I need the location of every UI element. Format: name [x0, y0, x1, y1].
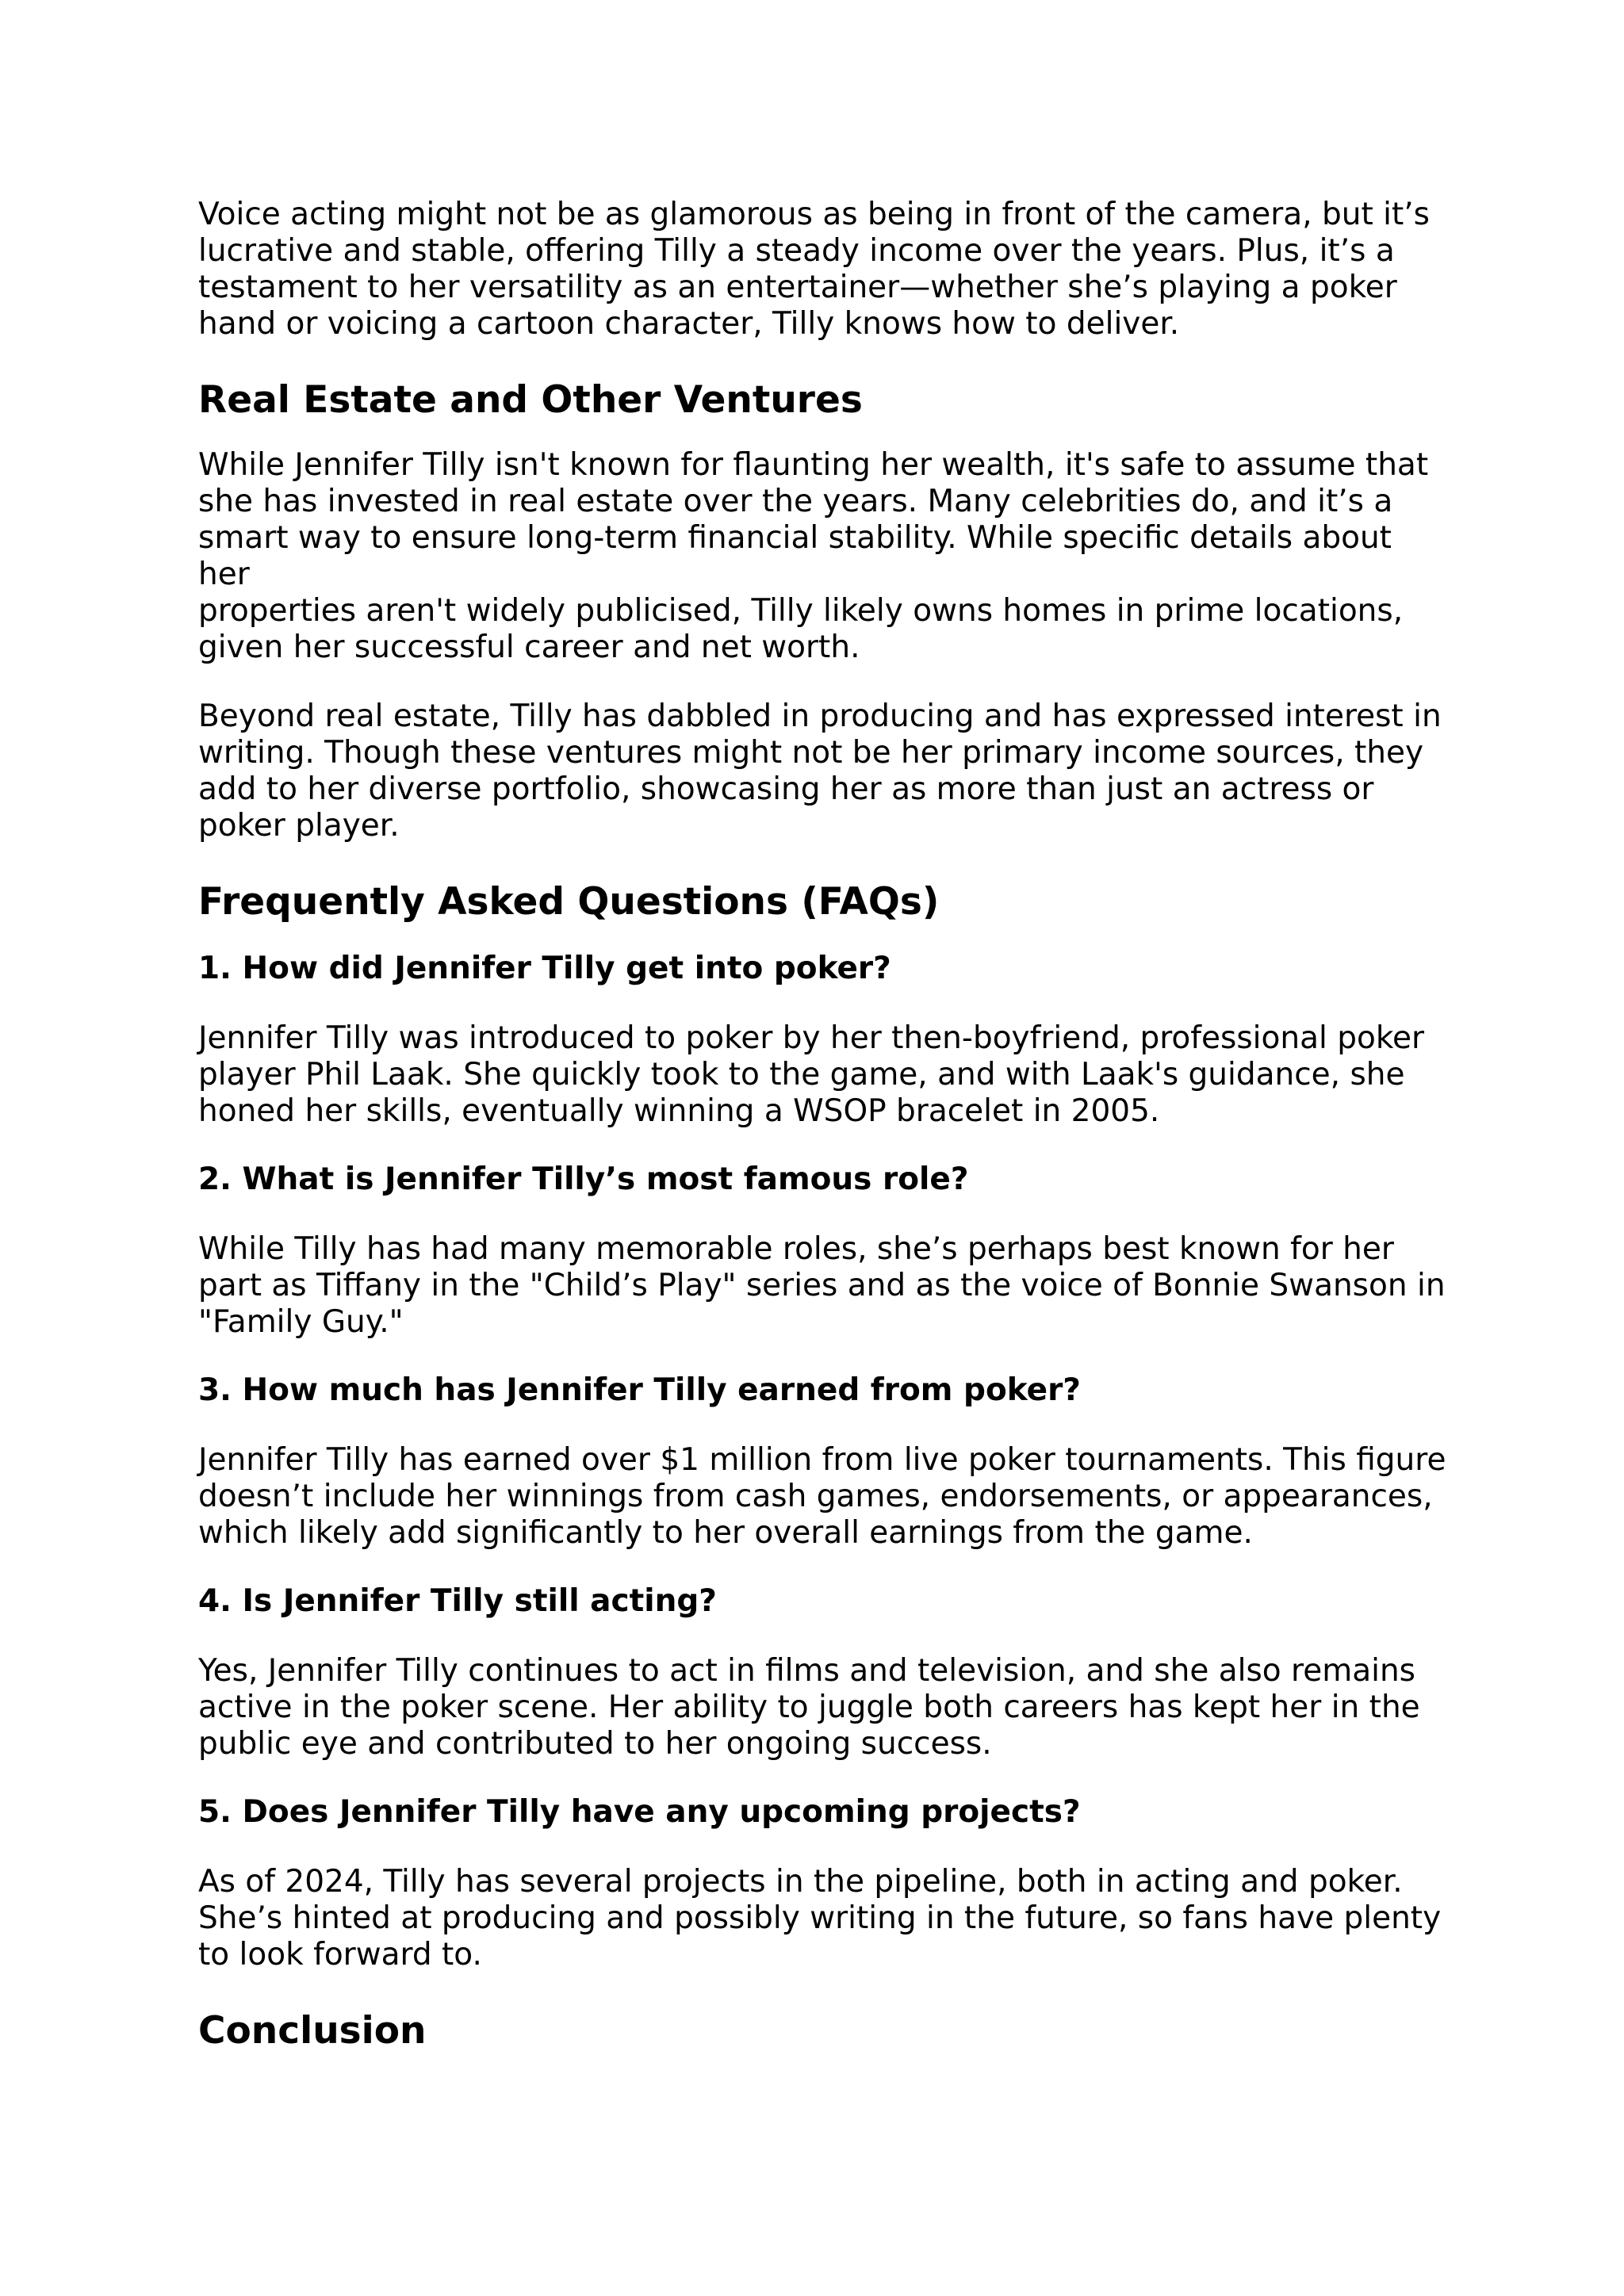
- faq-item-2: [198, 1161, 1451, 1341]
- real-estate-paragraph-2: Beyond real estate, Tilly has dabbled in producing and has expressed interest in writing. Though these ventures might not be her primary income sources, they add to her diverse portfolio, showcasing her as more than just an actress or poker player.: [198, 698, 1442, 844]
- faq-question: 2. What is Jennifer Tilly’s most famous role?: [198, 1161, 969, 1197]
- real-estate-paragraph-1: While Jennifer Tilly isn't known for flaunting her wealth, it's safe to assume that she has invested in real estate over the years. Many celebrities do, and it’s a smart way to ensure long-term financial stability. While specific details about her properties aren't widely publicised, Tilly likely owns homes in prime locations, given her successful career and net worth.: [198, 447, 1429, 665]
- faq-question: 1. How did Jennifer Tilly get into poker?: [198, 951, 891, 986]
- faq-question: 3. How much has Jennifer Tilly earned from poker?: [198, 1372, 1081, 1408]
- faq-question: 4. Is Jennifer Tilly still acting?: [198, 1583, 717, 1619]
- faq-question: 5. Does Jennifer Tilly have any upcoming projects?: [198, 1794, 1081, 1830]
- faq-item-5: [198, 1794, 1451, 1973]
- faq-answer: Yes, Jennifer Tilly continues to act in films and television, and she also remains active in the poker scene. Her ability to juggle both careers has kept her in the public eye and contributed to her ongoing success.: [198, 1653, 1420, 1762]
- intro-paragraph: Voice acting might not be as glamorous as being in front of the camera, but it’s lucrative and stable, offering Tilly a steady income over the years. Plus, it’s a testament to her versatility as an entertainer—whether she’s playing a poker hand or voicing a cartoon character, Tilly knows how to deliver.: [198, 197, 1430, 342]
- faq-answer: While Tilly has had many memorable roles, she’s perhaps best known for her part as Tiffany in the "Child’s Play" series and as the voice of Bonnie Swanson in "Family Guy.": [198, 1231, 1446, 1340]
- faq-item-3: [198, 1372, 1451, 1552]
- faq-answer: Jennifer Tilly was introduced to poker by her then-boyfriend, professional poker player Phil Laak. She quickly took to the game, and with Laak's guidance, she honed her skills, eventually winning a WSOP bracelet in 2005.: [198, 1020, 1425, 1129]
- section-heading-real-estate: Real Estate and Other Ventures: [198, 378, 863, 422]
- faq-answer: As of 2024, Tilly has several projects in the pipeline, both in acting and poker. She’s hinted at producing and possibly writing in the future, so fans have plenty to look forward to.: [198, 1864, 1442, 1973]
- section-heading-conclusion: Conclusion: [198, 2009, 427, 2053]
- faq-answer: Jennifer Tilly has earned over $1 million from live poker tournaments. This figure doesn’t include her winnings from cash games, endorsements, or appearances, which likely add significantly to her overall earnings from the game.: [198, 1442, 1446, 1551]
- section-heading-faqs: Frequently Asked Questions (FAQs): [198, 880, 940, 924]
- faq-item-1: [198, 951, 1451, 1130]
- faq-item-4: [198, 1583, 1451, 1762]
- document-page: [198, 197, 1451, 2053]
- faq-list: [198, 951, 1451, 1973]
